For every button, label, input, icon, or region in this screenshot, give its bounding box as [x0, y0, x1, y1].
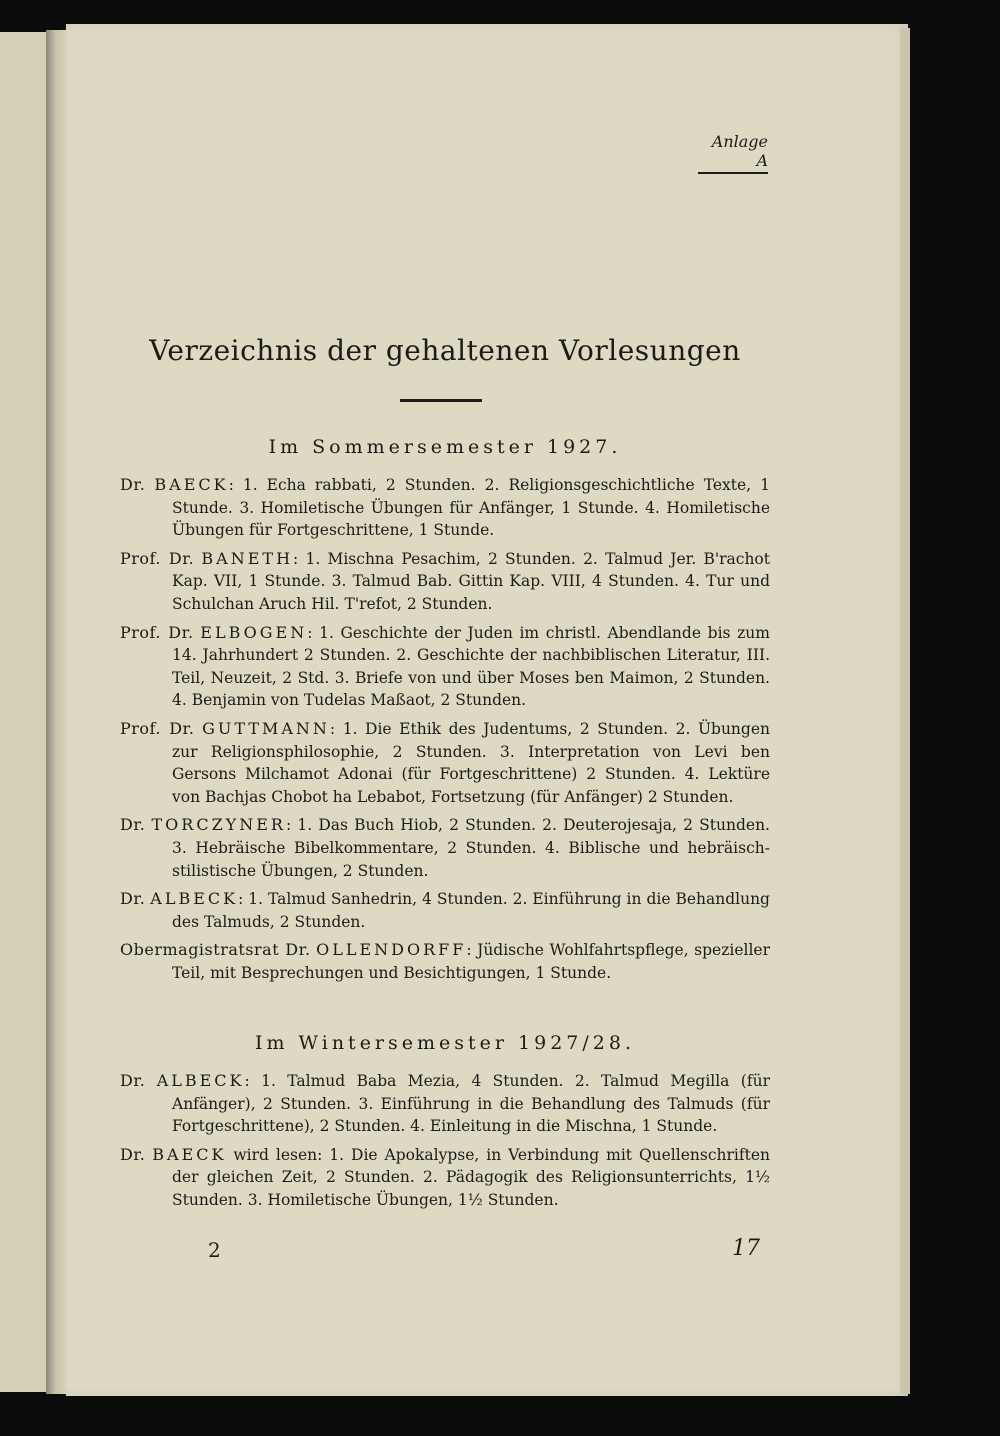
entry-text: wird lesen: 1. Die Apokalypse, in Verbindung mit Quellenschriften der gleichen Zeit, 2 Stunden. 2. Pädagogik des Religionsunterrichts, 1½ Stunden. 3. Homiletische Übungen, 1½ Stunden. [172, 1145, 770, 1209]
section-heading-summer: Im Sommersemester 1927. [268, 436, 622, 458]
page-number: 17 [732, 1236, 760, 1261]
summer-entries [120, 474, 770, 990]
entry-prefix: Dr. [120, 889, 146, 909]
entry-prefix: Prof. Dr. [120, 718, 195, 738]
lecturer-name: BANETH [201, 548, 294, 568]
page-title: Verzeichnis der gehaltenen Vorlesungen [149, 334, 741, 367]
lecturer-name: OLLENDORFF [316, 940, 467, 960]
lecture-entry [120, 548, 770, 616]
entry-prefix: Dr. [120, 1071, 146, 1090]
lecturer-name: ELBOGEN [200, 622, 308, 642]
entry-text: : 1. Die Ethik des Judentums, 2 Stunden. 2. Übungen zur Religionsphilosophie, 2 Stunden. 3. Interpretation von Levi ben Gersons Milchamot Adonai (für Fortgeschrittene) 2 Stunden. 4. Lektüre von Bachjas Chobot ha Lebabot, Fortsetzung (für Anfänger) 2 Stunden. [172, 719, 770, 806]
entry-text: : 1. Das Buch Hiob, 2 Stunden. 2. Deuterojesaja, 2 Stunden. 3. Hebräische Bibelkommentare, 2 Stunden. 4. Biblische und hebräisch-stilistische Übungen, 2 Stunden. [172, 816, 770, 880]
sheet-number: 2 [208, 1238, 221, 1262]
winter-entries [120, 1070, 770, 1218]
lecturer-name: BAECK [152, 1144, 227, 1164]
section-heading-winter: Im Wintersemester 1927/28. [254, 1032, 635, 1054]
lecturer-name: ALBECK [156, 1071, 245, 1090]
entry-text: : 1. Talmud Baba Mezia, 4 Stunden. 2. Talmud Megilla (für Anfänger), 2 Stunden. 3. Einführung in die Behandlung des Talmuds (für Fortgeschrittene), 2 Stunden. 4. Einleitung in die Mischna, 1 Stunde. [172, 1072, 770, 1136]
entry-text: : 1. Geschichte der Juden im christl. Abendlande bis zum 14. Jahrhundert 2 Stunden. 2. Geschichte der nachbiblischen Literatur, III. Teil, Neuzeit, 2 Std. 3. Briefe von und über Moses ben Maimon, 2 Stunden. 4. Benjamin von Tudelas Maßaot, 2 Stunden. [172, 623, 770, 710]
entry-prefix: Dr. [120, 475, 146, 494]
lecturer-name: TORCZYNER [151, 815, 286, 835]
facing-page-edge [0, 32, 46, 1392]
appendix-label: Anlage A [698, 132, 768, 174]
entry-text: : 1. Talmud Sanhedrin, 4 Stunden. 2. Einführung in die Behandlung des Talmuds, 2 Stunden. [172, 890, 770, 931]
entry-prefix: Dr. [120, 815, 146, 835]
lecture-entry [120, 474, 770, 542]
lecture-entry [120, 1070, 770, 1138]
lecture-entry [120, 814, 770, 882]
lecturer-name: GUTTMANN [202, 718, 330, 738]
lecture-entry [120, 622, 770, 712]
lecture-entry [120, 888, 770, 933]
page-edge [900, 28, 910, 1394]
lecture-entry [120, 1144, 770, 1212]
entry-prefix: Dr. [120, 1144, 146, 1164]
entry-text: : 1. Mischna Pesachim, 2 Stunden. 2. Talmud Jer. B'rachot Kap. VII, 1 Stunde. 3. Talmud Bab. Gittin Kap. VIII, 4 Stunden. 4. Tur und Schulchan Aruch Hil. T'refot, 2 Stunden. [172, 549, 770, 613]
entry-prefix: Prof. Dr. [120, 622, 194, 642]
lecturer-name: BAECK [154, 475, 229, 494]
lecture-entry [120, 718, 770, 808]
title-divider [400, 399, 482, 402]
entry-prefix: Prof. Dr. [120, 548, 195, 568]
lecturer-name: ALBECK [150, 889, 239, 909]
book-gutter [46, 30, 68, 1394]
lecture-entry [120, 939, 770, 984]
entry-prefix: Obermagistratsrat Dr. [120, 940, 311, 960]
entry-text: : 1. Echa rabbati, 2 Stunden. 2. Religionsgeschichtliche Texte, 1 Stunde. 3. Homiletische Übungen für Anfänger, 1 Stunde. 4. Homiletische Übungen für Fortgeschrittene, 1 Stunde. [172, 476, 770, 540]
entry-text: : Jüdische Wohlfahrtspflege, spezieller Teil, mit Besprechungen und Besichtigungen, 1 Stunde. [172, 941, 770, 982]
